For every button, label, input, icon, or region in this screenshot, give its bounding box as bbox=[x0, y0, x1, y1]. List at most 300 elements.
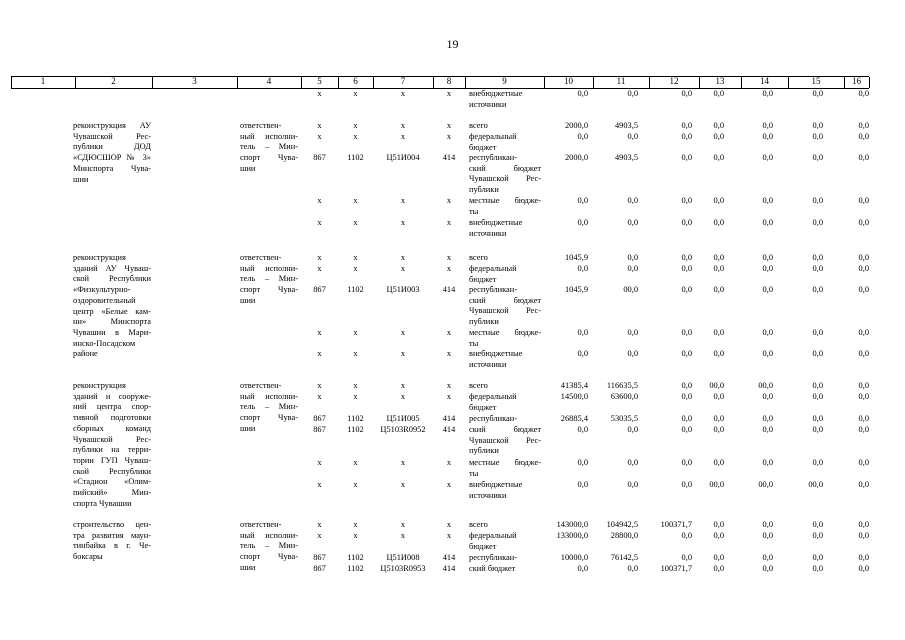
measure-name: публики ДОД bbox=[73, 142, 151, 152]
value-col-13: 0,0 bbox=[713, 253, 724, 262]
code-c6: x bbox=[353, 218, 358, 227]
code-c6: 1102 bbox=[347, 285, 364, 294]
code-c7: x bbox=[400, 349, 406, 358]
funding-source: источники bbox=[469, 99, 507, 109]
value-col-14: 0,0 bbox=[762, 414, 773, 423]
value-col-11: 0,0 bbox=[627, 132, 638, 141]
value-col-14: 0,0 bbox=[762, 153, 773, 162]
funding-source: внебюджетные bbox=[469, 218, 523, 227]
value-col-15: 00,0 bbox=[808, 480, 823, 489]
measure-name: реконструкция bbox=[73, 381, 126, 390]
value-col-15: 0,0 bbox=[812, 253, 823, 262]
code-c8: 414 bbox=[442, 425, 456, 434]
value-col-13: 0,0 bbox=[713, 132, 724, 141]
code-c5: x bbox=[317, 89, 322, 98]
value-col-16: 0,0 bbox=[858, 381, 869, 390]
measure-name: строительство цен- bbox=[73, 520, 151, 529]
value-col-12: 0,0 bbox=[681, 414, 692, 423]
code-c5: x bbox=[317, 381, 322, 390]
funding-source: всего bbox=[469, 253, 488, 262]
funding-source: внебюджетные bbox=[469, 480, 523, 489]
value-col-10: 133000,0 bbox=[556, 531, 588, 540]
value-col-12: 0,0 bbox=[681, 285, 692, 294]
value-col-16: 0,0 bbox=[858, 196, 869, 205]
value-col-14: 0,0 bbox=[762, 328, 773, 337]
code-c5: x bbox=[317, 121, 322, 130]
code-c6: x bbox=[353, 458, 358, 467]
page-number: 19 bbox=[446, 37, 459, 51]
code-c8: x bbox=[446, 392, 452, 401]
code-c6: 1102 bbox=[347, 553, 364, 562]
measure-name: тра развития маун- bbox=[73, 530, 151, 540]
value-col-16: 0,0 bbox=[858, 218, 869, 227]
funding-source: ты bbox=[469, 338, 479, 348]
code-c5: x bbox=[317, 349, 322, 358]
code-c7: x bbox=[400, 132, 406, 141]
funding-source: бюджет bbox=[469, 402, 497, 412]
executor: шии bbox=[240, 562, 256, 572]
code-c6: x bbox=[353, 349, 358, 358]
value-col-13: 0,0 bbox=[713, 349, 724, 358]
header-col-14: 14 bbox=[760, 76, 769, 86]
value-col-11: 0,0 bbox=[627, 328, 638, 337]
value-col-11: 4903,5 bbox=[614, 153, 638, 162]
funding-source: ский бюджет bbox=[469, 295, 541, 305]
value-col-15: 0,0 bbox=[812, 381, 823, 390]
funding-source: Чувашской Рес- bbox=[469, 306, 541, 316]
value-col-11: 0,0 bbox=[627, 458, 638, 467]
value-col-12: 0,0 bbox=[681, 458, 692, 467]
code-c8: 414 bbox=[442, 153, 456, 162]
value-col-13: 0,0 bbox=[713, 531, 724, 540]
value-col-10: 143000,0 bbox=[556, 520, 588, 529]
value-col-13: 0,0 bbox=[713, 564, 724, 573]
value-col-11: 53035,5 bbox=[610, 414, 638, 423]
code-c5: x bbox=[317, 480, 322, 489]
value-col-16: 0,0 bbox=[858, 458, 869, 467]
code-c8: x bbox=[446, 196, 452, 205]
value-col-13: 0,0 bbox=[713, 553, 724, 562]
value-col-11: 4903,5 bbox=[614, 121, 638, 130]
value-col-15: 0,0 bbox=[812, 458, 823, 467]
funding-source: федеральный bbox=[469, 132, 517, 141]
code-c7: x bbox=[400, 458, 406, 467]
value-col-11: 0,0 bbox=[627, 218, 638, 227]
value-col-12: 0,0 bbox=[681, 264, 692, 273]
value-col-10: 2000,0 bbox=[564, 121, 588, 130]
executor: ответствен- bbox=[240, 381, 282, 390]
executor: ный исполни- bbox=[240, 131, 298, 141]
funding-source: местные бюдже- bbox=[469, 458, 541, 467]
value-col-12: 0,0 bbox=[681, 392, 692, 401]
value-col-12: 0,0 bbox=[681, 153, 692, 162]
funding-source: публики bbox=[469, 185, 499, 195]
value-col-14: 0,0 bbox=[762, 132, 773, 141]
funding-source: федеральный bbox=[469, 392, 517, 401]
code-c5: x bbox=[317, 196, 322, 205]
value-col-11: 0,0 bbox=[627, 480, 638, 489]
value-col-15: 0,0 bbox=[812, 264, 823, 273]
value-col-10: 2000,0 bbox=[564, 153, 588, 162]
value-col-10: 0,0 bbox=[577, 480, 588, 489]
code-c8: x bbox=[446, 121, 452, 130]
executor: тель – Мин- bbox=[240, 402, 298, 412]
value-col-16: 0,0 bbox=[858, 480, 869, 489]
value-col-10: 41385,4 bbox=[560, 381, 588, 390]
value-col-16: 0,0 bbox=[858, 553, 869, 562]
header-col-2: 2 bbox=[111, 76, 116, 86]
funding-source: ский бюджет bbox=[469, 564, 516, 573]
code-c8: x bbox=[446, 264, 452, 273]
value-col-13: 0,0 bbox=[713, 196, 724, 205]
code-c8: x bbox=[446, 253, 452, 262]
value-col-10: 0,0 bbox=[577, 425, 588, 434]
code-c5: 867 bbox=[313, 553, 326, 562]
funding-source: ский бюджет bbox=[469, 163, 541, 173]
value-col-16: 0,0 bbox=[858, 392, 869, 401]
value-col-11: 0,0 bbox=[627, 564, 638, 573]
measure-name: зданий и сооруже- bbox=[73, 391, 151, 401]
measure-name: «Физкультурно- bbox=[73, 285, 131, 295]
value-col-16: 0,0 bbox=[858, 132, 869, 141]
code-c7: Ц5103R0953 bbox=[380, 564, 426, 573]
code-c7: x bbox=[400, 196, 406, 205]
funding-source: республикан- bbox=[469, 153, 518, 162]
code-c6: 1102 bbox=[347, 425, 364, 434]
value-col-11: 0,0 bbox=[627, 425, 638, 434]
code-c8: 414 bbox=[442, 285, 456, 294]
header-col-7: 7 bbox=[400, 76, 406, 86]
value-col-11: 0,0 bbox=[627, 196, 638, 205]
value-col-14: 0,0 bbox=[762, 425, 773, 434]
measure-name: ни» Минспорта bbox=[73, 317, 151, 327]
code-c7: x bbox=[400, 253, 406, 262]
executor: ный исполни- bbox=[240, 391, 298, 401]
value-col-14: 0,0 bbox=[762, 531, 773, 540]
value-col-16: 0,0 bbox=[858, 121, 869, 130]
code-c7: x bbox=[400, 531, 406, 540]
value-col-11: 00,0 bbox=[623, 285, 638, 294]
code-c6: x bbox=[353, 132, 358, 141]
executor: шии bbox=[240, 163, 256, 173]
value-col-11: 28800,0 bbox=[610, 531, 638, 540]
value-col-11: 0,0 bbox=[627, 264, 638, 273]
value-col-16: 0,0 bbox=[858, 564, 869, 573]
value-col-10: 10000,0 bbox=[560, 553, 588, 562]
measure-name: шии bbox=[73, 174, 89, 184]
value-col-10: 1045,9 bbox=[564, 285, 588, 294]
value-col-14: 0,0 bbox=[762, 564, 773, 573]
executor: ответствен- bbox=[240, 520, 282, 529]
value-col-13: 0,0 bbox=[713, 153, 724, 162]
funding-source: федеральный bbox=[469, 531, 517, 540]
executor: спорт Чува- bbox=[240, 552, 298, 562]
funding-source: ты bbox=[469, 206, 479, 216]
code-c8: x bbox=[446, 381, 452, 390]
measure-name: тивной подготовки bbox=[73, 413, 151, 423]
value-col-14: 0,0 bbox=[762, 285, 773, 294]
value-col-13: 0,0 bbox=[713, 520, 724, 529]
code-c5: 867 bbox=[313, 285, 326, 294]
code-c6: 1102 bbox=[347, 414, 364, 423]
funding-source: федеральный bbox=[469, 264, 517, 273]
header-col-5: 5 bbox=[317, 76, 322, 86]
code-c6: x bbox=[353, 196, 358, 205]
measure-name: зданий АУ Чуваш- bbox=[73, 263, 151, 273]
measure-name: районе bbox=[73, 349, 98, 359]
measure-name: тинбайка в г. Че- bbox=[73, 541, 151, 551]
value-col-12: 0,0 bbox=[681, 553, 692, 562]
header-col-11: 11 bbox=[616, 76, 626, 86]
code-c8: x bbox=[446, 531, 452, 540]
value-col-16: 0,0 bbox=[858, 328, 869, 337]
code-c6: 1102 bbox=[347, 153, 364, 162]
funding-source: публики bbox=[469, 317, 499, 327]
value-col-11: 104942,5 bbox=[606, 520, 638, 529]
measure-name: реконструкция АУ bbox=[73, 121, 151, 130]
value-col-12: 0,0 bbox=[681, 132, 692, 141]
value-col-14: 0,0 bbox=[762, 196, 773, 205]
code-c7: x bbox=[400, 480, 406, 489]
value-col-12: 100371,7 bbox=[660, 520, 692, 529]
value-col-15: 0,0 bbox=[812, 553, 823, 562]
value-col-15: 0,0 bbox=[812, 153, 823, 162]
executor: спорт Чува- bbox=[240, 285, 298, 295]
value-col-12: 0,0 bbox=[681, 196, 692, 205]
funding-source: республикан- bbox=[469, 414, 518, 423]
value-col-12: 0,0 bbox=[681, 121, 692, 130]
value-col-14: 0,0 bbox=[762, 553, 773, 562]
code-c5: 867 bbox=[313, 153, 326, 162]
code-c5: x bbox=[317, 132, 322, 141]
value-col-16: 0,0 bbox=[858, 520, 869, 529]
value-col-10: 14500,0 bbox=[560, 392, 588, 401]
measure-name: пийский» Мин- bbox=[73, 488, 151, 497]
funding-source: внебюджетные bbox=[469, 89, 523, 98]
code-c6: x bbox=[353, 531, 358, 540]
measure-name: оздоровительный bbox=[73, 295, 136, 305]
header-col-10: 10 bbox=[564, 76, 573, 86]
funding-source: местные бюдже- bbox=[469, 196, 541, 205]
measure-name: ской Республики bbox=[73, 274, 151, 284]
code-c6: x bbox=[353, 480, 358, 489]
value-col-13: 0,0 bbox=[713, 328, 724, 337]
code-c7: x bbox=[400, 89, 406, 98]
value-col-15: 0,0 bbox=[812, 132, 823, 141]
code-c7: Ц51И004 bbox=[386, 153, 420, 162]
value-col-16: 0,0 bbox=[858, 285, 869, 294]
code-c5: 867 bbox=[313, 414, 326, 423]
value-col-15: 0,0 bbox=[812, 218, 823, 227]
code-c8: 414 bbox=[442, 414, 456, 423]
value-col-14: 0,0 bbox=[762, 520, 773, 529]
code-c7: Ц51И005 bbox=[386, 414, 420, 423]
value-col-16: 0,0 bbox=[858, 264, 869, 273]
code-c8: 414 bbox=[442, 564, 456, 573]
executor: шии bbox=[240, 295, 256, 305]
value-col-10: 0,0 bbox=[577, 564, 588, 573]
executor: спорт Чува- bbox=[240, 153, 298, 163]
executor: тель – Мин- bbox=[240, 541, 298, 551]
value-col-10: 0,0 bbox=[577, 458, 588, 467]
code-c7: Ц5103R0952 bbox=[380, 425, 426, 434]
funding-source: внебюджетные bbox=[469, 349, 523, 358]
value-col-13: 0,0 bbox=[713, 285, 724, 294]
measure-name: Минспорта Чува- bbox=[73, 163, 151, 173]
measure-name: «СДЮСШОР № 3» bbox=[73, 153, 151, 163]
value-col-14: 0,0 bbox=[762, 458, 773, 467]
code-c7: Ц51И008 bbox=[386, 553, 420, 562]
header-divider bbox=[869, 77, 870, 88]
executor: ный исполни- bbox=[240, 263, 298, 273]
measure-name: спорта Чувашии bbox=[73, 498, 132, 508]
value-col-15: 0,0 bbox=[812, 121, 823, 130]
code-c7: x bbox=[400, 218, 406, 227]
table-header bbox=[11, 76, 869, 89]
code-c6: x bbox=[353, 520, 358, 529]
funding-source: ты bbox=[469, 468, 479, 478]
value-col-13: 0,0 bbox=[713, 89, 724, 98]
value-col-10: 26885,4 bbox=[560, 414, 588, 423]
code-c5: x bbox=[317, 253, 322, 262]
funding-source: публики bbox=[469, 446, 499, 456]
funding-source: всего bbox=[469, 121, 488, 130]
funding-source: источники bbox=[469, 359, 507, 369]
value-col-15: 0,0 bbox=[812, 196, 823, 205]
header-col-12: 12 bbox=[669, 76, 679, 86]
value-col-13: 00,0 bbox=[709, 381, 724, 390]
value-col-12: 0,0 bbox=[681, 531, 692, 540]
code-c6: 1102 bbox=[347, 564, 364, 573]
value-col-13: 0,0 bbox=[713, 458, 724, 467]
measure-name: ской Республики bbox=[73, 466, 151, 476]
value-col-13: 0,0 bbox=[713, 264, 724, 273]
value-col-10: 0,0 bbox=[577, 89, 588, 98]
header-col-6: 6 bbox=[353, 76, 358, 86]
executor: ответствен- bbox=[240, 121, 282, 130]
value-col-13: 0,0 bbox=[713, 425, 724, 434]
measure-name: реконструкция bbox=[73, 253, 126, 262]
value-col-14: 0,0 bbox=[762, 218, 773, 227]
value-col-14: 0,0 bbox=[762, 264, 773, 273]
header-col-4: 4 bbox=[266, 76, 272, 86]
value-col-11: 0,0 bbox=[627, 253, 638, 262]
value-col-12: 0,0 bbox=[681, 218, 692, 227]
value-col-10: 0,0 bbox=[577, 349, 588, 358]
funding-source: республикан- bbox=[469, 553, 518, 562]
value-col-11: 0,0 bbox=[627, 89, 638, 98]
code-c6: x bbox=[353, 328, 358, 337]
value-col-12: 0,0 bbox=[681, 480, 692, 489]
code-c6: x bbox=[353, 121, 358, 130]
funding-source: Чувашской Рес- bbox=[469, 435, 541, 445]
measure-name: «Стадион «Олим- bbox=[73, 477, 151, 487]
funding-source: источники bbox=[469, 228, 507, 238]
value-col-14: 0,0 bbox=[762, 349, 773, 358]
code-c8: x bbox=[446, 218, 452, 227]
value-col-15: 0,0 bbox=[812, 328, 823, 337]
funding-source: бюджет bbox=[469, 541, 497, 551]
header-col-1: 1 bbox=[40, 76, 46, 86]
header-col-3: 3 bbox=[192, 76, 197, 86]
funding-source: ский бюджет bbox=[469, 425, 541, 434]
measure-name: центр «Белые кам- bbox=[73, 306, 151, 316]
executor: ный исполни- bbox=[240, 530, 298, 540]
value-col-11: 0,0 bbox=[627, 349, 638, 358]
value-col-14: 0,0 bbox=[762, 89, 773, 98]
funding-source: республикан- bbox=[469, 285, 518, 294]
funding-source: бюджет bbox=[469, 274, 497, 284]
code-c7: x bbox=[400, 392, 406, 401]
value-col-12: 0,0 bbox=[681, 328, 692, 337]
value-col-16: 0,0 bbox=[858, 89, 869, 98]
funding-source: местные бюдже- bbox=[469, 328, 541, 337]
value-col-13: 0,0 bbox=[713, 414, 724, 423]
executor: ответствен- bbox=[240, 253, 282, 262]
header-col-13: 13 bbox=[715, 76, 725, 86]
value-col-12: 0,0 bbox=[681, 381, 692, 390]
value-col-14: 0,0 bbox=[762, 253, 773, 262]
measure-name: инско-Посадском bbox=[73, 338, 136, 348]
value-col-16: 0,0 bbox=[858, 414, 869, 423]
code-c5: 867 bbox=[313, 425, 326, 434]
code-c8: x bbox=[446, 349, 452, 358]
code-c7: x bbox=[400, 328, 406, 337]
value-col-14: 0,0 bbox=[762, 121, 773, 130]
measure-name: Чувашской Рес- bbox=[73, 434, 151, 444]
header-col-15: 15 bbox=[811, 76, 821, 86]
value-col-15: 0,0 bbox=[812, 425, 823, 434]
value-col-16: 0,0 bbox=[858, 425, 869, 434]
value-col-10: 0,0 bbox=[577, 196, 588, 205]
value-col-12: 0,0 bbox=[681, 349, 692, 358]
value-col-15: 0,0 bbox=[812, 392, 823, 401]
executor: шии bbox=[240, 423, 256, 433]
value-col-10: 0,0 bbox=[577, 132, 588, 141]
code-c6: x bbox=[353, 381, 358, 390]
code-c5: x bbox=[317, 458, 322, 467]
code-c8: x bbox=[446, 328, 452, 337]
value-col-13: 0,0 bbox=[713, 218, 724, 227]
value-col-10: 1045,9 bbox=[564, 253, 588, 262]
header-col-9: 9 bbox=[502, 76, 507, 86]
code-c7: Ц51И003 bbox=[386, 285, 420, 294]
value-col-15: 0,0 bbox=[812, 414, 823, 423]
executor: спорт Чува- bbox=[240, 413, 298, 423]
code-c8: 414 bbox=[442, 553, 456, 562]
value-col-16: 0,0 bbox=[858, 349, 869, 358]
measure-name: боксары bbox=[73, 552, 103, 562]
value-col-10: 0,0 bbox=[577, 218, 588, 227]
value-col-12: 100371,7 bbox=[660, 564, 692, 573]
code-c8: x bbox=[446, 132, 452, 141]
value-col-16: 0,0 bbox=[858, 153, 869, 162]
value-col-14: 00,0 bbox=[758, 381, 773, 390]
code-c7: x bbox=[400, 520, 406, 529]
funding-source: всего bbox=[469, 520, 488, 529]
measure-name: тории ГУП Чуваш- bbox=[73, 455, 151, 465]
executor: тель – Мин- bbox=[240, 142, 298, 152]
value-col-15: 0,0 bbox=[812, 520, 823, 529]
code-c7: x bbox=[400, 121, 406, 130]
code-c6: x bbox=[353, 253, 358, 262]
value-col-11: 116635,5 bbox=[606, 381, 638, 390]
funding-source: всего bbox=[469, 381, 488, 390]
code-c8: x bbox=[446, 89, 452, 98]
funding-source: источники bbox=[469, 490, 507, 500]
value-col-16: 0,0 bbox=[858, 531, 869, 540]
code-c7: x bbox=[400, 381, 406, 390]
